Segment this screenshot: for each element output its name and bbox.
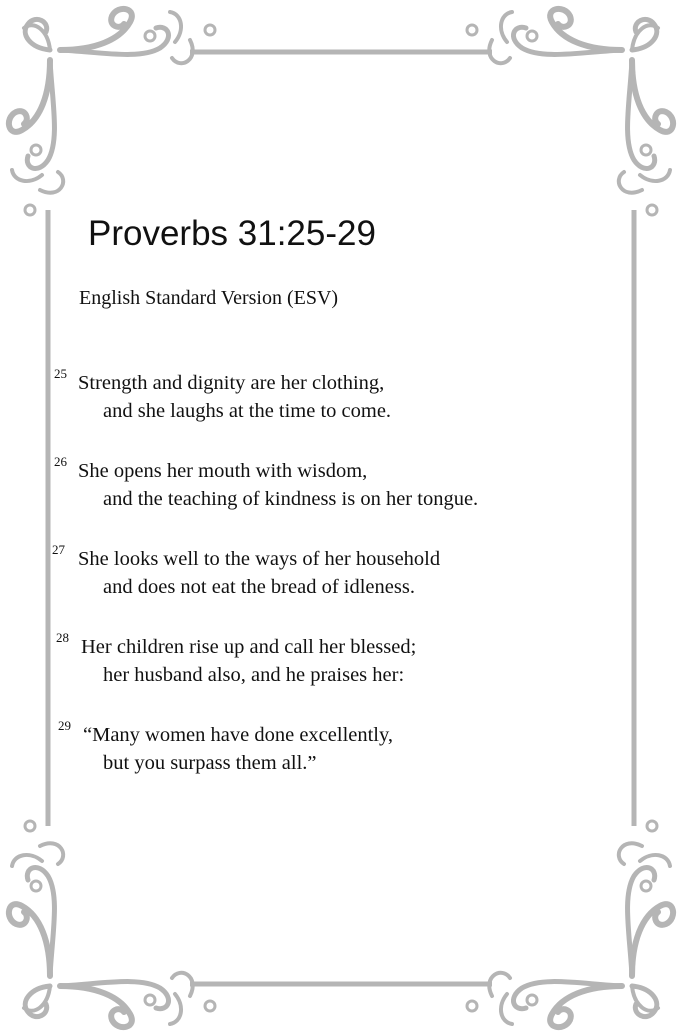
verse-29 (52, 718, 642, 806)
verse-line-indented: her husband also, and he praises her: (103, 664, 405, 686)
verse-line: Her children rise up and call her blessed; (81, 636, 417, 658)
verse-line: She opens her mouth with wisdom, (78, 460, 368, 482)
corner-ornament-bottom-left (9, 821, 215, 1027)
verse-list (52, 366, 642, 806)
verse-25 (52, 366, 642, 454)
version-label: English Standard Version (ESV) (79, 287, 339, 309)
verse-line-indented: and she laughs at the time to come. (103, 400, 392, 422)
verse-number: 28 (56, 630, 69, 645)
verse-number: 27 (52, 542, 65, 557)
verse-number: 29 (58, 718, 71, 733)
corner-ornament-bottom-right (467, 821, 673, 1027)
verse-28 (52, 630, 642, 718)
verse-line-indented: and the teaching of kindness is on her tongue. (103, 488, 479, 510)
verse-number: 25 (54, 366, 67, 381)
verse-number: 26 (54, 454, 67, 469)
verse-line-indented: but you surpass them all.” (103, 752, 317, 774)
corner-ornament-top-right (467, 9, 673, 215)
corner-ornament-top-left (9, 9, 215, 215)
verse-27 (52, 542, 642, 630)
verse-line: “Many women have done excellently, (83, 724, 394, 746)
verse-26 (52, 454, 642, 542)
verse-line: She looks well to the ways of her household (78, 548, 441, 570)
verse-line-indented: and does not eat the bread of idleness. (103, 576, 415, 598)
page-title: Proverbs 31:25-29 (88, 214, 376, 253)
verse-line: Strength and dignity are her clothing, (78, 372, 385, 394)
